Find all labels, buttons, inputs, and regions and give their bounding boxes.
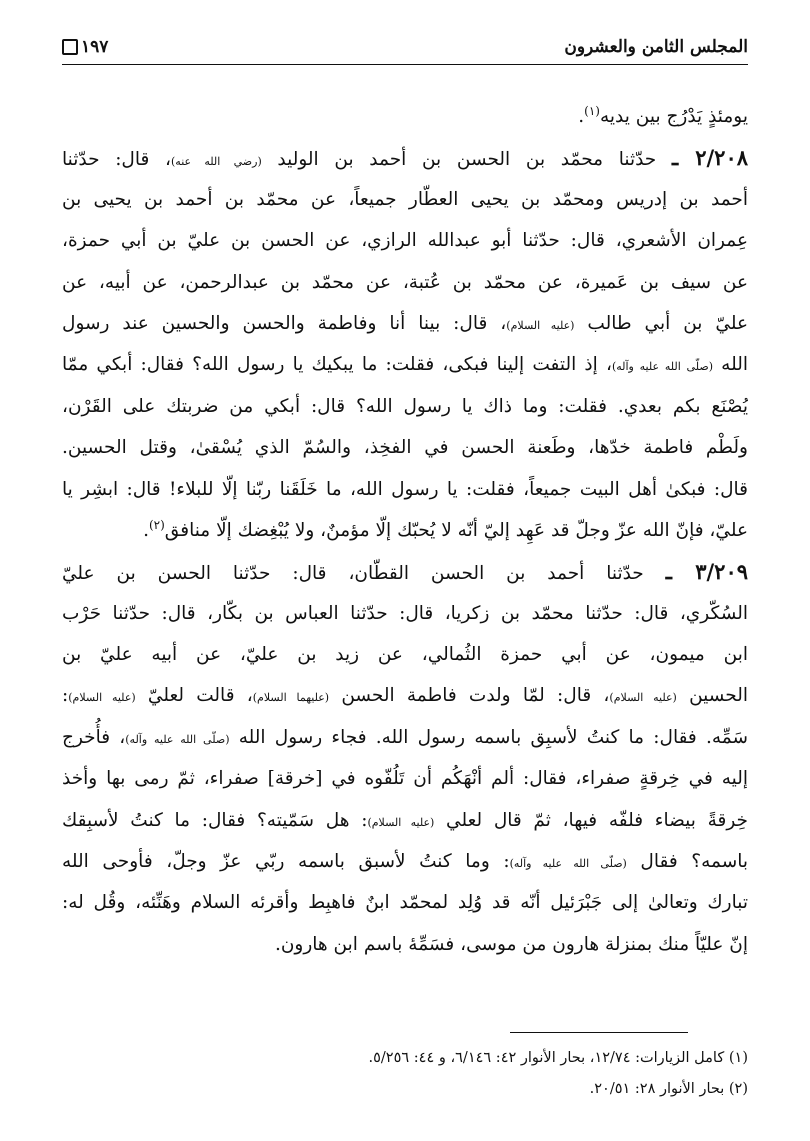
text-segment: يُصْنَع بكم بعدي. فقلت: وما ذاك يا رسول الله؟ قال: أبكي من ضربتك على القَرْن،	[62, 395, 748, 417]
text-line	[62, 800, 748, 841]
honorific: (عليه السلام)	[609, 691, 677, 705]
honorific: (صلّى الله عليه وآله)	[611, 360, 714, 374]
text-segment: : وما كنتُ لأسبق باسمه ربّي عزّ وجلّ، فأوحى الله	[62, 851, 510, 873]
text-segment: :	[62, 685, 69, 707]
honorific: (عليه السلام)	[367, 815, 435, 829]
text-line	[62, 137, 748, 178]
text-line	[62, 841, 748, 882]
text-segment: ابن ميمون، عن أبي حمزة الثُمالي، عن زيد بن عليّ، عن أبيه عليّ بن	[62, 644, 748, 666]
text-line	[62, 634, 748, 675]
text-line	[62, 96, 748, 137]
text-segment: سَمِّه. فقال: ما كنتُ لأسبِق باسمه رسول الله. فجاء رسول الله	[229, 726, 748, 748]
text-line	[62, 469, 748, 510]
text-line	[62, 551, 748, 592]
honorific: (عليه السلام)	[506, 318, 575, 332]
text-line	[62, 675, 748, 716]
text-segment: حدّثنا محمّد بن الحسن بن أحمد بن الوليد	[261, 149, 672, 171]
footnote-ref: (٢)	[148, 517, 165, 532]
text-segment: تبارك وتعالىٰ إلى جَبْرَئيل أنّه قد وُلِد لمحمّد ابنٌ فاهبِط وأقرئه السلام وهَنِّئه، وقُل له:	[62, 892, 748, 914]
footnote-divider	[510, 1032, 688, 1033]
text-line	[62, 717, 748, 758]
honorific: (صلّى الله عليه وآله)	[125, 732, 230, 746]
text-segment: الله	[713, 354, 748, 376]
text-segment: عن سيف بن عَميرة، عن محمّد بن عُتبة، عن محمّد بن عبدالرحمن، عن أبيه، عن	[62, 271, 748, 293]
text-line	[62, 882, 748, 923]
text-line	[62, 303, 748, 344]
text-segment: ، فأُخرج	[62, 726, 126, 748]
footnotes	[62, 1043, 748, 1105]
text-line	[62, 427, 748, 468]
text-line	[62, 593, 748, 634]
honorific: (رضي الله عنه)	[171, 155, 262, 169]
text-segment: ، قال: بينا أنا وفاطمة والحسن والحسين عند رسول	[62, 312, 507, 334]
footnote: (١) كامل الزيارات: ١٢/٧٤، بحار الأنوار ٤٢: ٦/١٤٦، و ٤٤: ٥/٢٥٦.	[368, 1050, 748, 1066]
text-segment: ، قال: حدّثنا	[62, 149, 172, 171]
text-segment: عِمران الأشعري، قال: حدّثنا أبو عبدالله الرازي، عن الحسن بن عليّ بن أبي حمزة،	[62, 230, 748, 252]
honorific: (صلّى الله عليه وآله)	[509, 857, 627, 871]
page-number: ١٩٧	[81, 37, 109, 57]
text-segment: أحمد بن إدريس ومحمّد بن يحيى العطّار جميعاً، عن محمّد بن أحمد بن يحيى بن	[62, 188, 748, 210]
honorific: (عليهما السلام)	[252, 691, 330, 705]
text-segment: عليّ، فإنّ الله عزّ وجلّ قد عَهِد إليّ أنّه لا يُحبّك إلّا مؤمنٌ، ولا يُبْغِضك إلّا منافق	[164, 519, 748, 541]
text-segment: حدّثنا أحمد بن الحسن القطّان، قال: حدّثنا الحسن بن عليّ	[62, 563, 666, 585]
square-ornament-icon	[62, 39, 78, 55]
text-line	[62, 386, 748, 427]
text-line	[62, 220, 748, 261]
text-line	[62, 262, 748, 303]
text-segment: إنّ عليّاً منك بمنزلة هارون من موسى، فسَمِّهٔ باسم ابن هارون.	[274, 933, 748, 955]
text-line	[62, 924, 748, 965]
text-segment: قال: فبكىٰ أهل البيت جميعاً، فقلت: يا رسول الله، ما خَلَقَنا ربّنا إلّا للبلاء! قال: ابشِر يا	[62, 478, 748, 500]
text-line	[62, 510, 748, 551]
text-segment: باسمه؟ فقال	[626, 851, 748, 873]
text-segment: السُكّري، قال: حدّثنا محمّد بن زكريا، قال: حدّثنا العباس بن بكّار، قال: حدّثنا حَرْب	[62, 602, 748, 624]
text-line	[62, 179, 748, 220]
text-segment: خِرقةً بيضاء فلفّه فيها، ثمّ قال لعلي	[434, 809, 748, 831]
honorific: (عليه السلام)	[68, 691, 136, 705]
text-segment: ، إذ التفت إلينا فبكى، فقلت: ما يبكيك يا رسول الله؟ فقال: أبكي ممّا	[62, 354, 612, 376]
text-line	[62, 344, 748, 385]
text-segment: عليّ بن أبي طالب	[574, 312, 748, 334]
hadith-number: ٣/٢٠٩ ـ	[665, 559, 748, 585]
body-text	[62, 96, 748, 965]
footnote: (٢) بحار الأنوار ٢٨: ٢٠/٥١.	[589, 1081, 748, 1097]
text-segment: ، قالت لعليّ	[135, 685, 253, 707]
footnote-ref: (١)	[584, 103, 600, 118]
page-header	[62, 30, 748, 65]
text-segment: إليه في خِرقةٍ صفراء، فقال: ألم أنْهَكُم أن تَلُفّوه في [خرقة] صفراء، ثمّ رمى بها وأخذ	[62, 768, 748, 790]
text-segment: ، قال: لمّا ولدت فاطمة الحسن	[329, 685, 610, 707]
text-segment: الحسين	[676, 685, 748, 707]
text-segment: ولَطْم فاطمة خدّها، وطَعنة الحسن في الفخِذ، والسُمّ الذي يُسْقىٰ، وقتل الحسين.	[62, 437, 748, 459]
text-segment: .	[143, 519, 149, 541]
chapter-title: المجلس الثامن والعشرون	[564, 37, 748, 57]
text-segment: .	[578, 106, 585, 127]
hadith-number: ٢/٢٠٨ ـ	[671, 145, 748, 171]
page-number-box	[62, 37, 108, 57]
text-segment: يومئذٍ يَدْرُج بين يديه	[599, 106, 748, 127]
text-segment: : هل سَمّيته؟ فقال: ما كنتُ لأسبِقك	[62, 809, 368, 831]
text-line	[62, 758, 748, 799]
